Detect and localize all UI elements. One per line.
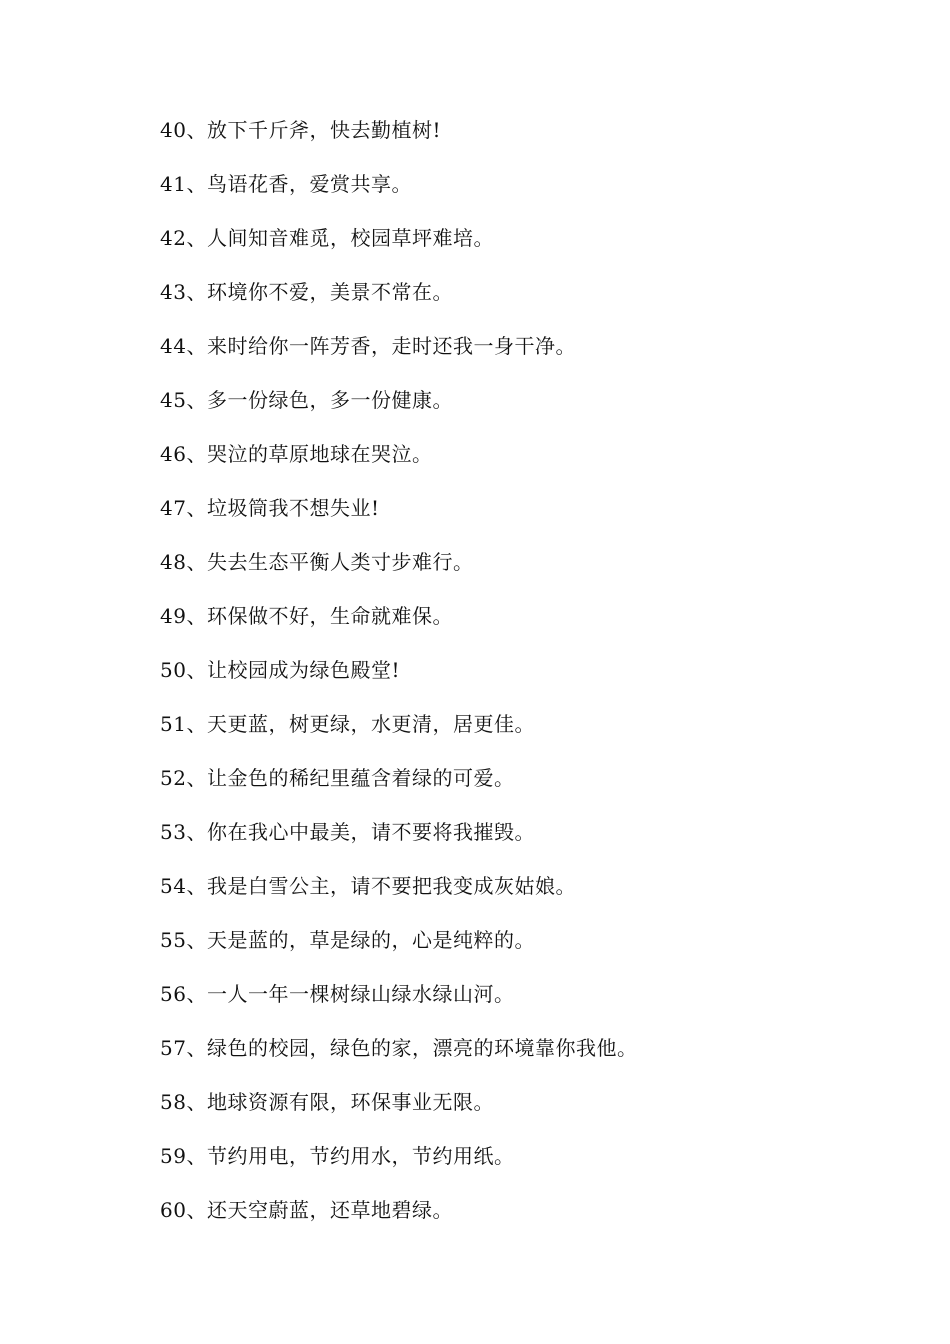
item-number: 60、 bbox=[160, 1198, 207, 1222]
list-item bbox=[160, 1192, 637, 1246]
item-number: 44、 bbox=[160, 334, 207, 358]
item-number: 50、 bbox=[160, 658, 207, 682]
item-number: 59、 bbox=[160, 1144, 207, 1168]
item-text: 天是蓝的，草是绿的，心是纯粹的。 bbox=[206, 928, 535, 952]
item-text: 鸟语花香，爱赏共享。 bbox=[206, 172, 412, 196]
item-text: 垃圾筒我不想失业! bbox=[206, 496, 380, 520]
list-item bbox=[160, 652, 637, 706]
item-number: 58、 bbox=[160, 1090, 207, 1114]
list-item bbox=[160, 598, 637, 652]
slogan-list bbox=[160, 112, 637, 1246]
item-number: 40、 bbox=[160, 118, 207, 142]
list-item bbox=[160, 490, 637, 544]
list-item bbox=[160, 922, 637, 976]
list-item bbox=[160, 1084, 637, 1138]
item-text: 来时给你一阵芳香，走时还我一身干净。 bbox=[206, 334, 576, 358]
list-item bbox=[160, 814, 637, 868]
item-number: 56、 bbox=[160, 982, 207, 1006]
list-item bbox=[160, 976, 637, 1030]
list-item bbox=[160, 544, 637, 598]
item-text: 环境你不爱，美景不常在。 bbox=[206, 280, 453, 304]
item-text: 天更蓝，树更绿，水更清，居更佳。 bbox=[206, 712, 535, 736]
list-item bbox=[160, 1030, 637, 1084]
item-text: 失去生态平衡人类寸步难行。 bbox=[206, 550, 474, 574]
item-text: 节约用电，节约用水，节约用纸。 bbox=[206, 1144, 515, 1168]
list-item bbox=[160, 436, 637, 490]
list-item bbox=[160, 112, 637, 166]
item-text: 环保做不好，生命就难保。 bbox=[206, 604, 453, 628]
item-text: 人间知音难觅，校园草坪难培。 bbox=[206, 226, 494, 250]
item-number: 57、 bbox=[160, 1036, 207, 1060]
item-text: 地球资源有限，环保事业无限。 bbox=[206, 1090, 494, 1114]
list-item bbox=[160, 706, 637, 760]
item-number: 42、 bbox=[160, 226, 207, 250]
item-number: 51、 bbox=[160, 712, 207, 736]
list-item bbox=[160, 328, 637, 382]
list-item bbox=[160, 760, 637, 814]
item-text: 哭泣的草原地球在哭泣。 bbox=[206, 442, 433, 466]
item-text: 你在我心中最美，请不要将我摧毁。 bbox=[206, 820, 535, 844]
list-item bbox=[160, 274, 637, 328]
item-text: 放下千斤斧，快去勤植树! bbox=[206, 118, 441, 142]
item-text: 还天空蔚蓝，还草地碧绿。 bbox=[206, 1198, 453, 1222]
list-item bbox=[160, 166, 637, 220]
item-number: 47、 bbox=[160, 496, 207, 520]
list-item bbox=[160, 1138, 637, 1192]
item-text: 一人一年一棵树绿山绿水绿山河。 bbox=[206, 982, 515, 1006]
item-text: 绿色的校园，绿色的家，漂亮的环境靠你我他。 bbox=[206, 1036, 638, 1060]
item-number: 55、 bbox=[160, 928, 207, 952]
item-number: 45、 bbox=[160, 388, 207, 412]
item-number: 41、 bbox=[160, 172, 207, 196]
item-number: 48、 bbox=[160, 550, 207, 574]
list-item bbox=[160, 382, 637, 436]
item-number: 46、 bbox=[160, 442, 207, 466]
item-number: 52、 bbox=[160, 766, 207, 790]
list-item bbox=[160, 868, 637, 922]
item-number: 43、 bbox=[160, 280, 207, 304]
item-text: 多一份绿色，多一份健康。 bbox=[206, 388, 453, 412]
list-item bbox=[160, 220, 637, 274]
item-text: 让校园成为绿色殿堂! bbox=[206, 658, 400, 682]
item-text: 我是白雪公主，请不要把我变成灰姑娘。 bbox=[206, 874, 576, 898]
item-text: 让金色的稀纪里蕴含着绿的可爱。 bbox=[206, 766, 515, 790]
item-number: 53、 bbox=[160, 820, 207, 844]
item-number: 54、 bbox=[160, 874, 207, 898]
item-number: 49、 bbox=[160, 604, 207, 628]
